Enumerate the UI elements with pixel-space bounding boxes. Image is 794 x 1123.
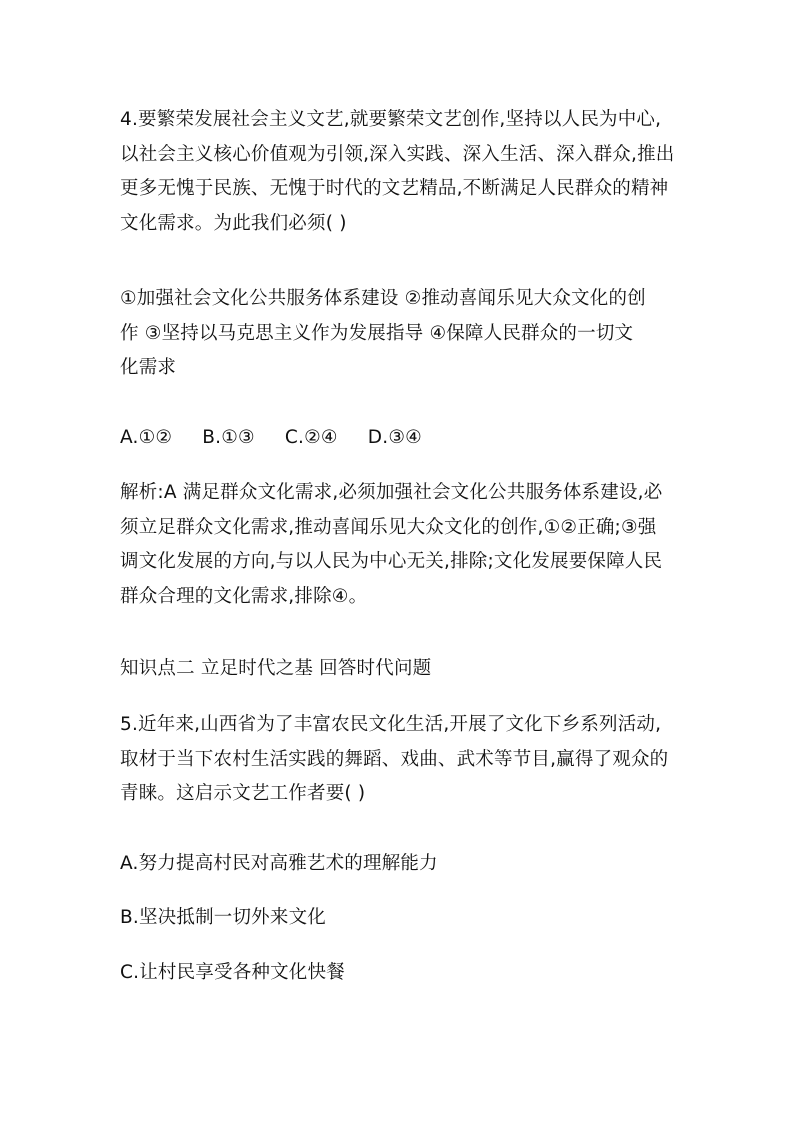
question-4-analysis-line-1: 解析:A 满足群众文化需求,必须加强社会文化公共服务体系建设,必: [120, 482, 663, 503]
question-4-stem: [120, 103, 676, 241]
choice-c: C.②④: [284, 427, 338, 448]
question-5-option-a-text: A.努力提高村民对高雅艺术的理解能力: [120, 853, 438, 874]
question-4-statements-line-3: 化需求: [120, 357, 177, 379]
question-5-stem-line-2: 取材于当下农村生活实践的舞蹈、戏曲、武术等节目,赢得了观众的: [120, 748, 669, 770]
question-4-statements: [120, 282, 676, 386]
question-5-stem-line-1: 5.近年来,山西省为了丰富农民文化生活,开展了文化下乡系列活动,: [120, 714, 662, 735]
question-4-stem-line-1: 4.要繁荣发展社会主义文艺,就要繁荣文艺创作,坚持以人民为中心,: [120, 109, 662, 130]
question-4-statements-line-2: 作 ③坚持以马克思主义作为发展指导 ④保障人民群众的一切文: [120, 322, 634, 344]
question-4-statements-line-1: ①加强社会文化公共服务体系建设 ②推动喜闻乐见大众文化的创: [120, 288, 646, 309]
question-5-stem: [120, 708, 676, 812]
question-4-stem-line-3: 更多无愧于民族、无愧于时代的文艺精品,不断满足人民群众的精神: [120, 178, 669, 200]
choice-d: D.③④: [367, 427, 422, 448]
question-4-stem-line-2: 以社会主义核心价值观为引领,深入实践、深入生活、深入群众,推出: [120, 143, 675, 165]
question-5-option-b-text: B.坚决抵制一切外来文化: [120, 907, 326, 928]
question-4-analysis-line-4: 群众合理的文化需求,排除④。: [120, 585, 368, 607]
question-4-analysis: [120, 476, 676, 614]
choice-b: B.①③: [202, 427, 255, 448]
question-5-option-c: [120, 956, 676, 991]
choice-a: A.①②: [120, 427, 173, 448]
question-4-stem-line-4: 文化需求。为此我们必须( ): [120, 212, 347, 234]
question-5-stem-line-3: 青睐。这启示文艺工作者要( ): [120, 783, 366, 805]
question-4-analysis-line-3: 调文化发展的方向,与以人民为中心无关,排除;文化发展要保障人民: [120, 551, 663, 573]
question-5-option-b: [120, 901, 676, 936]
question-5-option-a: [120, 847, 676, 882]
question-5-option-c-text: C.让村民享受各种文化快餐: [120, 962, 345, 983]
question-4-choices: [120, 421, 676, 456]
question-4-choices-line: [120, 421, 676, 456]
question-4-analysis-line-2: 须立足群众文化需求,推动喜闻乐见大众文化的创作,①②正确;③强: [120, 516, 657, 538]
section-title: 知识点二 立足时代之基 回答时代问题: [120, 658, 432, 679]
knowledge-point-heading: [120, 652, 676, 687]
